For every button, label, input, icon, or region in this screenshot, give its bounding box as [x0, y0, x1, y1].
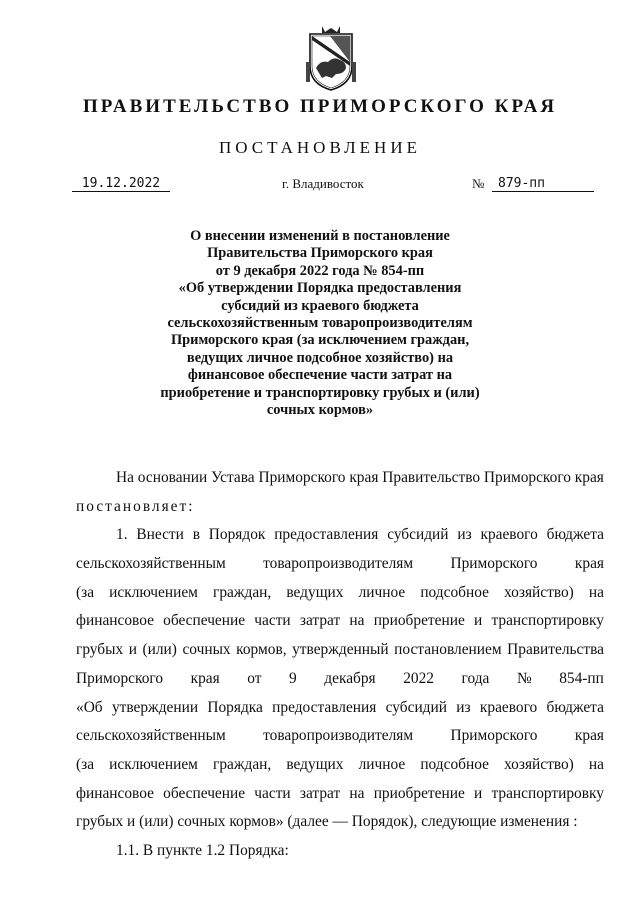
word: Приморского — [76, 669, 164, 687]
word: обеспечение — [163, 784, 246, 802]
word: бюджета — [546, 526, 604, 544]
word: подсобное — [420, 755, 489, 773]
heading-line: финансовое обеспечение части затрат на — [187, 367, 453, 384]
item-1-line — [76, 722, 604, 751]
word: исключением — [109, 755, 198, 773]
word: затрат — [299, 784, 341, 802]
word: транспортировку — [491, 784, 604, 802]
word: предоставления — [272, 698, 377, 716]
word: исключением — [109, 583, 198, 601]
word: и — [128, 641, 137, 659]
word: обеспечение — [163, 612, 246, 630]
word: товаропроизводителям — [263, 555, 414, 573]
heading-line: сочных кормов» — [266, 402, 374, 419]
word: предоставления — [274, 526, 379, 544]
item-1-paragraph — [76, 521, 604, 837]
word: (за — [76, 583, 95, 601]
word: части — [254, 612, 291, 630]
word: из — [456, 698, 471, 716]
heading-line: субсидий из краевого бюджета — [221, 297, 419, 314]
word: кормов, — [236, 641, 287, 659]
word: от — [247, 669, 262, 687]
word: товаропроизводителям — [263, 727, 414, 745]
item-1-line — [76, 550, 604, 579]
word: постановлением — [394, 641, 502, 659]
word: утвержденный — [292, 641, 389, 659]
heading-line: ведущих личное подсобное хозяйство) на — [186, 349, 454, 366]
word: «Об — [76, 698, 103, 716]
word: затрат — [299, 612, 341, 630]
word: в — [192, 526, 200, 544]
word: № — [516, 669, 532, 687]
document-number: 879-пп — [492, 176, 594, 192]
word: сельскохозяйственным — [76, 727, 226, 745]
item-1-line — [76, 694, 604, 723]
word: финансовое — [76, 784, 154, 802]
item-1-line: грубых и (или) сочных кормов» (далее — Порядок), следующие изменения : — [76, 813, 578, 831]
heading-line: О внесении изменений в постановление — [190, 228, 450, 244]
word: краевого — [479, 698, 538, 716]
word: и — [474, 612, 483, 630]
heading-line: Правительства Приморского края — [207, 245, 433, 262]
word: Порядка — [207, 698, 263, 716]
document-body — [76, 464, 604, 866]
word: части — [254, 784, 291, 802]
heading-line: сельскохозяйственным товаропроизводителям — [167, 315, 473, 332]
word: на — [588, 755, 604, 773]
word: граждан, — [213, 755, 272, 773]
word: и — [474, 784, 483, 802]
word: сельскохозяйственным — [76, 555, 226, 573]
word: Правительства — [507, 641, 604, 659]
word: края — [574, 727, 604, 745]
word: 2022 — [403, 669, 434, 687]
word: транспортировку — [491, 612, 604, 630]
heading-line: приобретение и транспортировку грубых и (или) — [160, 384, 480, 401]
number-sign: № — [472, 176, 485, 191]
word: Приморского — [450, 555, 538, 573]
heading-line: Приморского края (за исключением граждан, — [170, 332, 470, 349]
item-1-line — [76, 665, 604, 694]
word: Приморского — [450, 727, 538, 745]
word: 9 — [289, 669, 297, 687]
item-1-1: 1.1. В пункте 1.2 Порядка: — [116, 841, 289, 859]
word: из — [457, 526, 472, 544]
word: граждан, — [213, 583, 272, 601]
word: года — [461, 669, 490, 687]
word: декабря — [324, 669, 376, 687]
word: подсобное — [420, 583, 489, 601]
word: приобретение — [373, 612, 465, 630]
word: бюджета — [546, 698, 604, 716]
heading-line: от 9 декабря 2022 года № 854-пп — [215, 262, 425, 279]
word: 854-пп — [559, 669, 604, 687]
item-1-line — [76, 607, 604, 636]
government-title: ПРАВИТЕЛЬСТВО ПРИМОРСКОГО КРАЯ — [82, 96, 558, 117]
document-type: ПОСТАНОВЛЕНИЕ — [218, 138, 421, 157]
word: Внести — [136, 526, 184, 544]
heading-line: «Об утверждении Порядка предоставления — [178, 280, 462, 297]
word: субсидий — [387, 526, 449, 544]
word: грубых — [76, 641, 124, 659]
word: приобретение — [373, 784, 465, 802]
document-meta — [0, 176, 640, 196]
item-1-line — [76, 636, 604, 665]
word: личное — [358, 755, 406, 773]
document-city: г. Владивосток — [282, 176, 364, 191]
word: (за — [76, 755, 95, 773]
word: сочных — [182, 641, 231, 659]
word: края — [574, 555, 604, 573]
word: личное — [358, 583, 406, 601]
word: утверждении — [111, 698, 199, 716]
word: хозяйство) — [504, 583, 574, 601]
word: на — [349, 784, 365, 802]
word: хозяйство) — [504, 755, 574, 773]
word: 1. — [116, 526, 128, 544]
resolves-line: постановляет: — [76, 497, 195, 515]
word: на — [349, 612, 365, 630]
word: Порядок — [208, 526, 266, 544]
intro-paragraph: На основании Устава Приморского края Правительство Приморского края — [116, 469, 604, 486]
item-1-line — [76, 751, 604, 780]
word: субсидий — [385, 698, 447, 716]
word: краевого — [480, 526, 538, 544]
item-1-line — [76, 579, 604, 608]
word: финансовое — [76, 612, 154, 630]
document-date: 19.12.2022 — [72, 176, 170, 192]
word: (или) — [142, 641, 177, 659]
document-heading — [130, 228, 510, 419]
coat-of-arms-icon — [302, 22, 360, 92]
item-1-line — [76, 780, 604, 809]
word: ведущих — [286, 583, 344, 601]
word: на — [588, 583, 604, 601]
item-1-line — [76, 521, 604, 550]
word: ведущих — [286, 755, 344, 773]
word: края — [190, 669, 220, 687]
